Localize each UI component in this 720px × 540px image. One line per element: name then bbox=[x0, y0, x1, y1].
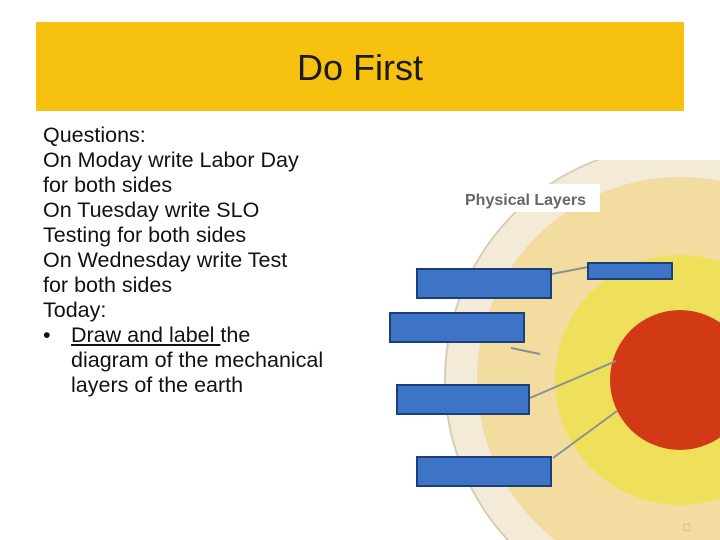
line-wednesday-1: On Wednesday write Test bbox=[43, 248, 288, 272]
slide-title: Do First bbox=[297, 47, 423, 88]
line-wednesday-2: for both sides bbox=[43, 273, 173, 297]
bullet-content bbox=[71, 323, 331, 398]
line-monday-2: for both sides bbox=[43, 173, 173, 197]
body-text bbox=[43, 123, 343, 398]
line-monday-1: On Moday write Labor Day bbox=[43, 148, 299, 172]
corner-glyph: □ bbox=[683, 520, 691, 534]
blank-label-box-3 bbox=[390, 313, 524, 342]
blank-label-box-2 bbox=[588, 263, 672, 279]
bullet-symbol: • bbox=[43, 323, 51, 347]
line-tuesday-2: Testing for both sides bbox=[43, 223, 247, 247]
bullet-underlined-text: Draw and label bbox=[71, 323, 221, 347]
line-questions: Questions: bbox=[43, 123, 146, 147]
line-today: Today: bbox=[43, 298, 107, 322]
line-tuesday-1: On Tuesday write SLO bbox=[43, 198, 260, 222]
bullet-rest-text: the diagram of the mechanical layers of the earth bbox=[71, 323, 324, 397]
title-bar bbox=[36, 22, 684, 111]
blank-label-box-1 bbox=[417, 269, 551, 298]
diagram-heading: Physical Layers bbox=[465, 192, 586, 209]
earth-layers-diagram bbox=[380, 160, 720, 540]
bullet-item bbox=[43, 323, 343, 398]
blank-label-box-5 bbox=[417, 457, 551, 486]
blank-label-box-4 bbox=[397, 385, 529, 414]
